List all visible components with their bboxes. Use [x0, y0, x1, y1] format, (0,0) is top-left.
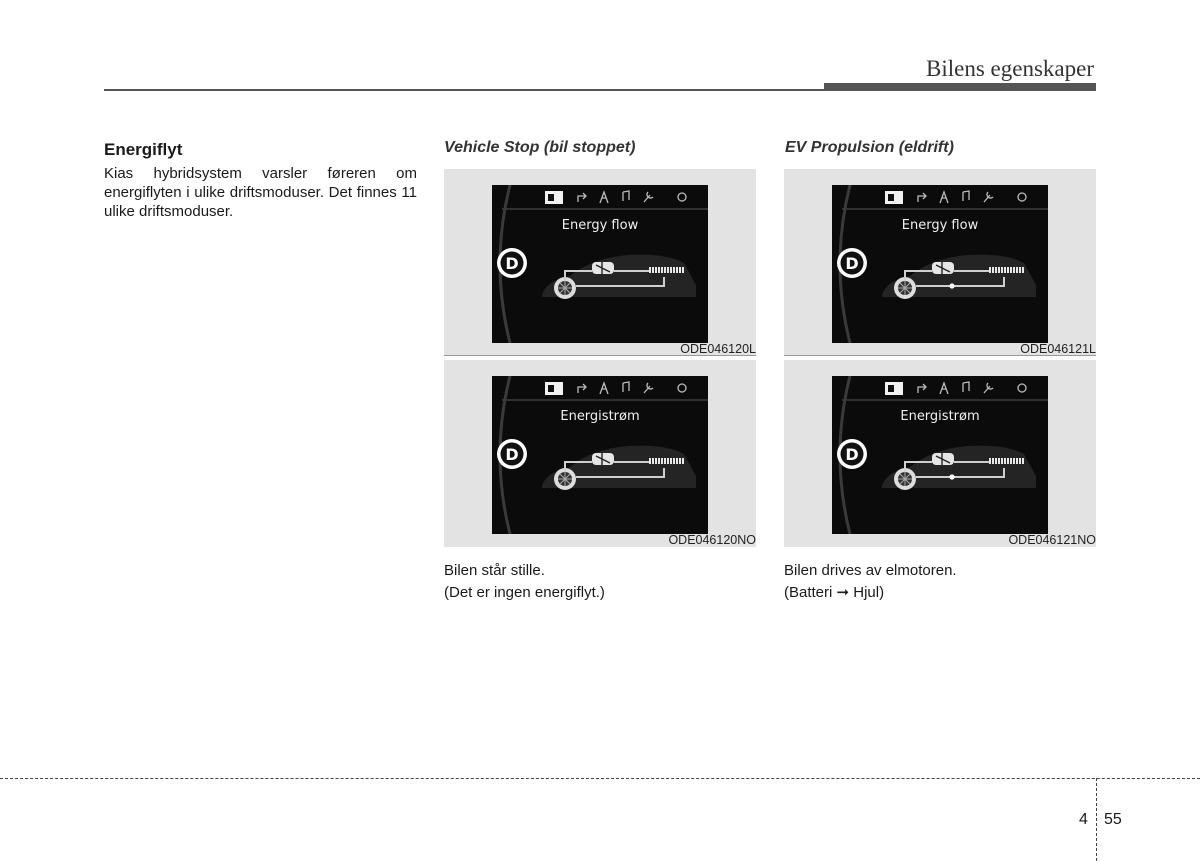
- engine-icon: [932, 262, 954, 274]
- gear-indicator-label: D: [505, 445, 519, 464]
- energy-flow-menu-icon: [545, 191, 563, 204]
- page-number: 55: [1104, 811, 1122, 828]
- footer-dashed-divider: [1096, 778, 1097, 861]
- screen-title: Energistrøm: [900, 409, 980, 424]
- figure-vehicle-stop-no: [444, 360, 756, 547]
- caption-line: Bilen drives av elmotoren.: [784, 562, 957, 579]
- caption-ev-propulsion: [784, 560, 957, 604]
- caption-line: Bilen står stille.: [444, 562, 545, 579]
- section-title: Energiflyt: [104, 140, 183, 159]
- display-screen: [832, 376, 1048, 534]
- caption-vehicle-stop: [444, 560, 605, 604]
- screen-title: Energy flow: [901, 218, 979, 233]
- display-screen: [492, 376, 708, 534]
- figure-code: ODE046120NO: [668, 533, 756, 547]
- footer-dashed-rule: [0, 778, 1200, 779]
- display-screen: [832, 185, 1048, 343]
- energy-flow-menu-icon: [885, 191, 903, 204]
- caption-line: (Det er ingen energiflyt.): [444, 584, 605, 601]
- energy-flow-menu-icon: [885, 382, 903, 395]
- figure-ev-propulsion-en: [784, 169, 1096, 356]
- column-heading-ev-propulsion: EV Propulsion (eldrift): [785, 139, 954, 156]
- page-chapter: 4: [1079, 811, 1088, 828]
- figure-code: ODE046120L: [680, 342, 756, 356]
- display-screen: [492, 185, 708, 343]
- figure-ev-propulsion-no: [784, 360, 1096, 547]
- section-body: Kias hybridsystem varsler føreren om energiflyten i ulike driftsmoduser. Det finnes 11 ulike driftsmoduser.: [104, 165, 417, 220]
- caption-line: (Batteri ➞ Hjul): [784, 584, 885, 601]
- header-rule-thick: [824, 83, 1096, 91]
- flow-node: [949, 474, 954, 479]
- screen-title: Energistrøm: [560, 409, 640, 424]
- figure-code: ODE046121L: [1020, 342, 1096, 356]
- screen-title: Energy flow: [561, 218, 639, 233]
- gear-indicator-label: D: [845, 445, 859, 464]
- gear-indicator-label: D: [845, 254, 859, 273]
- figure-code: ODE046121NO: [1008, 533, 1096, 547]
- figure-vehicle-stop-en: [444, 169, 756, 356]
- engine-icon: [592, 453, 614, 465]
- gear-indicator-label: D: [505, 254, 519, 273]
- column-heading-vehicle-stop: Vehicle Stop (bil stoppet): [444, 139, 636, 156]
- header-title: Bilens egenskaper: [926, 56, 1094, 81]
- engine-icon: [932, 453, 954, 465]
- engine-icon: [592, 262, 614, 274]
- energy-flow-menu-icon: [545, 382, 563, 395]
- flow-node: [949, 283, 954, 288]
- header-rule-thin: [104, 89, 824, 91]
